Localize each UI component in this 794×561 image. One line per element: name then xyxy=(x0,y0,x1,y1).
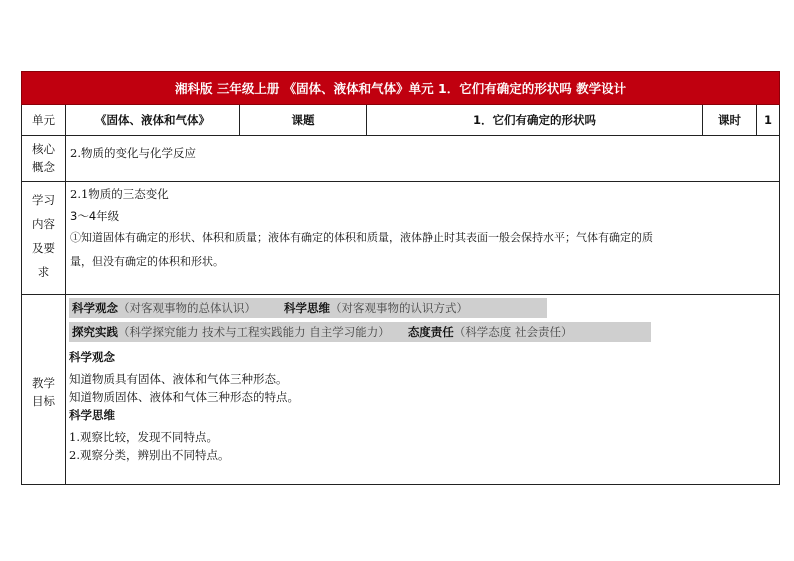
goals-sec2-line2: 2.观察分类，辨别出不同特点。 xyxy=(69,448,230,462)
learning-line3: ①知道固体有确定的形状、体积和质量；液体有确定的体积和质量，液体静止时其表面一般会保持水平；气体有确定的质 xyxy=(70,231,653,244)
goals-sec2-line1: 1.观察比较，发现不同特点。 xyxy=(69,430,218,444)
topic-label: 课题 xyxy=(240,105,367,136)
hl2-a-title: 探究实践 xyxy=(72,325,118,339)
goals-highlight-line2 xyxy=(69,322,776,342)
hl2-b-title: 态度责任 xyxy=(407,325,454,339)
hl1-a-title: 科学观念 xyxy=(72,301,118,315)
goals-sec1-line2: 知道物质固体、液体和气体三种形态的特点。 xyxy=(69,390,299,404)
banner-row xyxy=(22,72,780,105)
goals-label-line1: 教学 xyxy=(32,375,55,390)
unit-value: 《固体、液体和气体》 xyxy=(66,105,240,136)
goals-row xyxy=(22,295,780,485)
period-label: 课时 xyxy=(703,105,757,136)
hl1-b-title: 科学思维 xyxy=(284,301,330,315)
core-label xyxy=(22,136,66,182)
goals-content xyxy=(66,295,780,485)
topic-value: 1．它们有确定的形状吗 xyxy=(367,105,703,136)
highlight-box-2 xyxy=(69,322,651,342)
goals-highlight-line1 xyxy=(69,298,776,318)
lesson-plan-table xyxy=(21,71,779,485)
goals-sec1-line1: 知道物质具有固体、液体和气体三种形态。 xyxy=(69,372,288,386)
unit-row xyxy=(22,105,780,136)
goals-sec2-title: 科学思维 xyxy=(69,408,115,422)
core-row xyxy=(22,136,780,182)
goals-sec1-title: 科学观念 xyxy=(69,350,115,364)
learning-label-line3: 及要 xyxy=(32,241,55,255)
learning-label xyxy=(22,182,66,295)
goals-label xyxy=(22,295,66,485)
learning-line4: 量，但没有确定的体积和形状。 xyxy=(70,255,224,268)
period-value: 1 xyxy=(757,105,780,136)
learning-label-line4: 求 xyxy=(37,265,50,279)
core-label-line1: 核心 xyxy=(32,142,55,156)
learning-label-line2: 内容 xyxy=(32,217,55,231)
goals-label-line2: 目标 xyxy=(32,393,55,408)
core-text: 2.物质的变化与化学反应 xyxy=(66,136,780,182)
learning-row xyxy=(22,182,780,295)
banner-title: 湘科版 三年级上册 《固体、液体和气体》单元 1．它们有确定的形状吗 教学设计 xyxy=(22,72,780,105)
learning-label-line1: 学习 xyxy=(32,193,55,207)
hl1-a-note: （对客观事物的总体认识） xyxy=(118,301,256,315)
core-label-line2: 概念 xyxy=(32,160,55,174)
hl1-b-note: （对客观事物的认识方式） xyxy=(330,301,468,315)
learning-line2: 3～4年级 xyxy=(70,209,120,223)
unit-label: 单元 xyxy=(22,105,66,136)
hl2-b-note: （科学态度 社会责任） xyxy=(453,325,573,339)
learning-content xyxy=(66,182,780,295)
hl2-a-note: （科学探究能力 技术与工程实践能力 自主学习能力） xyxy=(118,325,390,339)
learning-line1: 2.1物质的三态变化 xyxy=(70,187,169,201)
highlight-box-1 xyxy=(69,298,547,318)
